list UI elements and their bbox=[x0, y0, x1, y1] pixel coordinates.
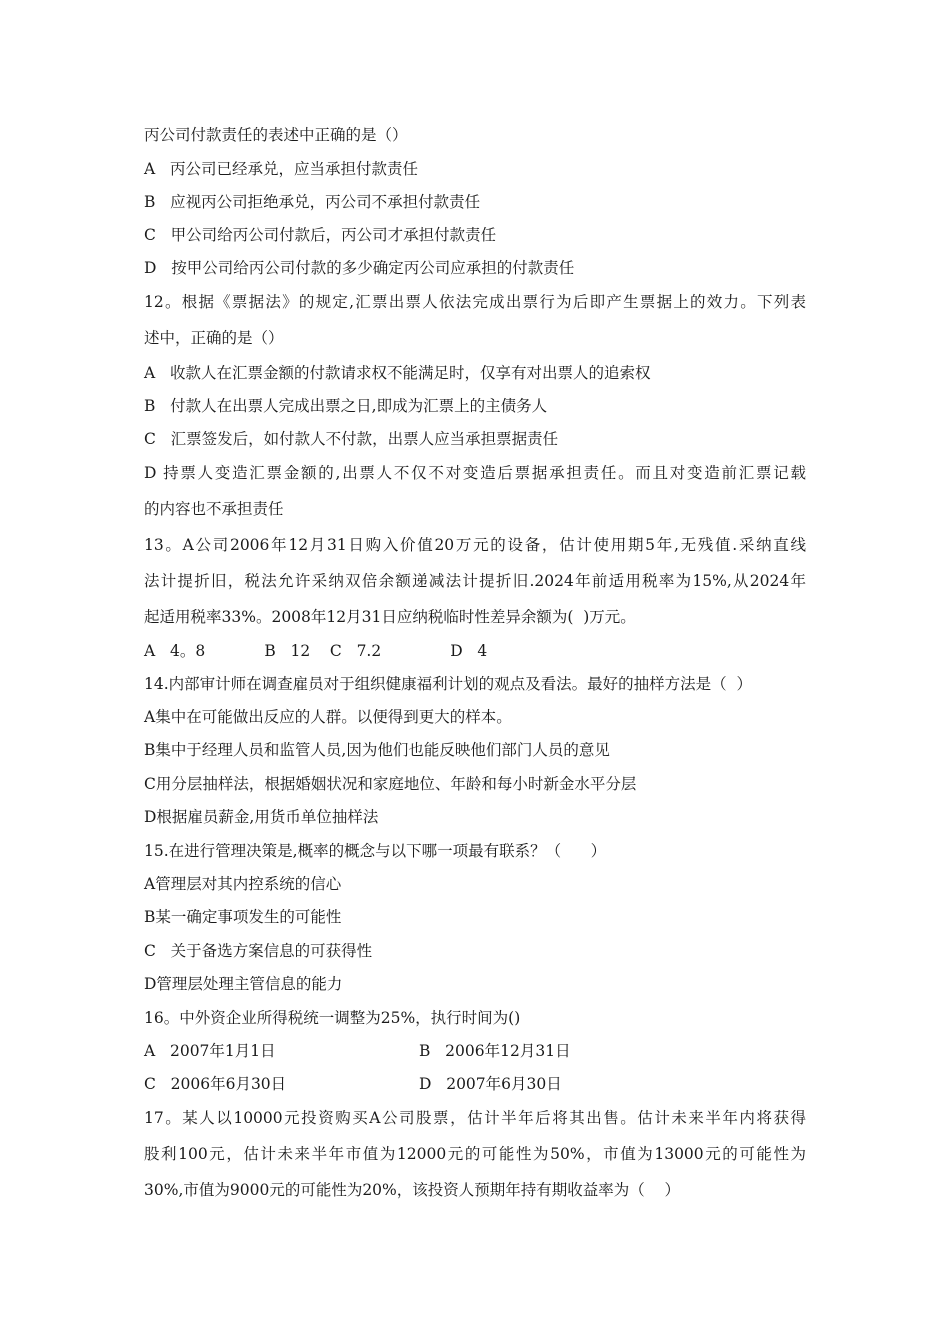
q12-option-d-line2: 的内容也不承担责任 bbox=[144, 500, 284, 518]
q14-option-c: C用分层抽样法，根据婚姻状况和家庭地位、年龄和每小时新金水平分层 bbox=[144, 775, 637, 793]
q15-option-c: C 关于备选方案信息的可获得性 bbox=[144, 942, 373, 960]
q16-option-a: A 2007年1月1日 bbox=[144, 1042, 276, 1060]
q13-stem-line3: 起适用税率33%。2008年12月31日应纳税临时性差异余额为( )万元。 bbox=[144, 608, 636, 626]
q17-line3: 30%,市值为9000元的可能性为20%，该投资人预期年持有期收益率为（ ） bbox=[144, 1181, 680, 1199]
q14-option-b: B集中于经理人员和监管人员,因为他们也能反映他们部门人员的意见 bbox=[144, 741, 610, 759]
q16-option-c: C 2006年6月30日 bbox=[144, 1075, 287, 1093]
q12-stem-line1: 12。根据《票据法》的规定,汇票出票人依法完成出票行为后即产生票据上的效力。下列表 bbox=[144, 293, 806, 311]
q11-option-d: D 按甲公司给丙公司付款的多少确定丙公司应承担的付款责任 bbox=[144, 259, 575, 277]
q12-option-d-line1: D 持票人变造汇票金额的,出票人不仅不对变造后票据承担责任。而且对变造前汇票记载 bbox=[144, 464, 806, 482]
q12-option-c: C 汇票签发后，如付款人不付款，出票人应当承担票据责任 bbox=[144, 430, 559, 448]
q14-option-a: A集中在可能做出反应的人群。以便得到更大的样本。 bbox=[144, 708, 512, 726]
q11-option-a: A 丙公司已经承兑，应当承担付款责任 bbox=[144, 160, 418, 178]
q14-option-d: D根据雇员薪金,用货币单位抽样法 bbox=[144, 808, 379, 826]
q16-option-b: B 2006年12月31日 bbox=[419, 1042, 571, 1060]
q17-line2: 股利100元，估计未来半年市值为12000元的可能性为50%，市值为13000元的可能性为 bbox=[144, 1145, 806, 1163]
q16-stem: 16。中外资企业所得税统一调整为25%，执行时间为() bbox=[144, 1009, 521, 1027]
q17-line1: 17。某人以10000元投资购买A公司股票，估计半年后将其出售。估计未来半年内将获得 bbox=[144, 1109, 806, 1127]
q11-stem: 丙公司付款责任的表述中正确的是（） bbox=[144, 126, 408, 144]
q15-option-d: D管理层处理主管信息的能力 bbox=[144, 975, 343, 993]
q11-option-b: B 应视丙公司拒绝承兑，丙公司不承担付款责任 bbox=[144, 193, 481, 211]
q12-option-a: A 收款人在汇票金额的付款请求权不能满足时，仅享有对出票人的追索权 bbox=[144, 364, 651, 382]
q15-option-a: A管理层对其内控系统的信心 bbox=[144, 875, 342, 893]
q12-stem-line2: 述中，正确的是（） bbox=[144, 329, 284, 347]
q12-option-b: B 付款人在出票人完成出票之日,即成为汇票上的主债务人 bbox=[144, 397, 548, 415]
q11-option-c: C 甲公司给丙公司付款后，丙公司才承担付款责任 bbox=[144, 226, 497, 244]
q13-options: A 4。8 B 12 C 7.2 D 4 bbox=[144, 642, 488, 660]
q13-stem-line2: 法计提折旧，税法允许采纳双倍余额递减法计提折旧.2024年前适用税率为15%,从2024年 bbox=[144, 572, 806, 590]
q15-stem: 15.在进行管理决策是,概率的概念与以下哪一项最有联系？（ ） bbox=[144, 842, 607, 860]
q13-stem-line1: 13。A公司2006年12月31日购入价值20万元的设备，估计使用期5年,无残值.采纳直线 bbox=[144, 536, 806, 554]
q15-option-b: B某一确定事项发生的可能性 bbox=[144, 908, 342, 926]
q16-option-d: D 2007年6月30日 bbox=[419, 1075, 562, 1093]
q14-stem: 14.内部审计师在调查雇员对于组织健康福利计划的观点及看法。最好的抽样方法是（ ） bbox=[144, 675, 753, 693]
